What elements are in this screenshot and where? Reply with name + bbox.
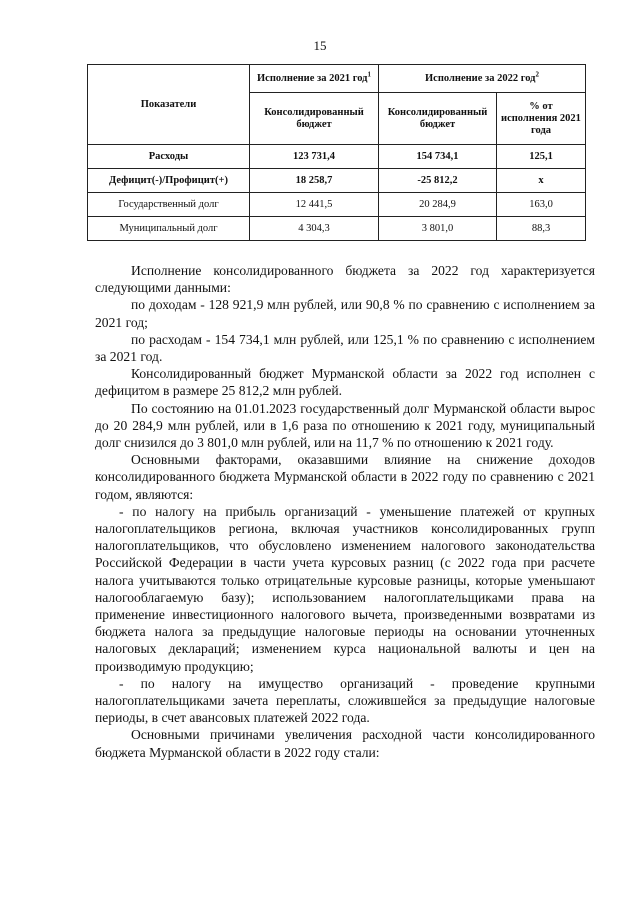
row-label: Муниципальный долг bbox=[88, 217, 250, 241]
cell-2021: 18 258,7 bbox=[250, 169, 379, 193]
cell-percent: 125,1 bbox=[497, 145, 586, 169]
table-row bbox=[88, 217, 586, 241]
header-2022: Исполнение за 2022 год$^2$ bbox=[379, 65, 586, 93]
cell-percent: х bbox=[497, 169, 586, 193]
paragraph: по расходам - 154 734,1 млн рублей, или 125,1 % по сравнению с исполнением за 2021 год. bbox=[95, 331, 595, 365]
cell-percent: 163,0 bbox=[497, 193, 586, 217]
table-row bbox=[88, 145, 586, 169]
paragraph: Исполнение консолидированного бюджета за 2022 год характеризуется следующими данными: bbox=[95, 263, 595, 296]
subheader-consolidated-2021: Консолидированный бюджет bbox=[250, 93, 379, 145]
cell-percent: 88,3 bbox=[497, 217, 586, 241]
cell-2021: 123 731,4 bbox=[250, 145, 379, 169]
subheader-percent: % от исполнения 2021 года bbox=[497, 93, 586, 145]
list-item: - по налогу на прибыль организаций - уменьшение платежей от крупных налогоплательщиков региона, включая участников консолидированных групп налогоплательщиков, что обусловлено изменением налогового законодательства Российской Федерации в части учета курсовых разниц (с 2022 года при расчете налога учитываются только отрицательные курсовые разницы, которые уменьшают налогооблагаемую базу); использованием налогоплательщиками права на применение инвестиционного налогового вычета, произведенными возвратами из бюджета налога за предыдущие налоговые периоды на основании уточненных налоговых деклараций; изменением курса национальной валюты и цен на производимую продукцию; bbox=[95, 503, 595, 674]
cell-2022: 3 801,0 bbox=[379, 217, 497, 241]
paragraph: По состоянию на 01.01.2023 государственный долг Мурманской области вырос до 20 284,9 млн рублей, или в 1,6 раза по отношению к 2021 году, муниципальный долг снизился до 3 801,0 млн рублей, или на 11,7 % по отношению к 2021 году. bbox=[95, 400, 595, 451]
paragraph: Консолидированный бюджет Мурманской области за 2022 год исполнен с дефицитом в размере 25 812,2 млн рублей. bbox=[95, 366, 595, 399]
paragraph: Основными факторами, оказавшими влияние на снижение доходов консолидированного бюджета Мурманской области в 2022 году по сравнению с 2021 годом, являются: bbox=[95, 452, 595, 502]
table-row bbox=[88, 193, 586, 217]
row-label: Государственный долг bbox=[88, 193, 250, 217]
header-2021: Исполнение за 2021 год$^1$ bbox=[250, 65, 379, 93]
cell-2022: 20 284,9 bbox=[379, 193, 497, 217]
page-number: 15 bbox=[313, 38, 327, 53]
cell-2021: 4 304,3 bbox=[250, 217, 379, 241]
paragraph: по доходам - 128 921,9 млн рублей, или 90,8 % по сравнению с исполнением за 2021 год; bbox=[95, 297, 595, 330]
table-row bbox=[88, 169, 586, 193]
body-text bbox=[95, 262, 595, 761]
header-indicator: Показатели bbox=[88, 65, 250, 145]
subheader-consolidated-2022: Консолидированный бюджет bbox=[379, 93, 497, 145]
paragraph: Основными причинами увеличения расходной части консолидированного бюджета Мурманской области в 2022 году стали: bbox=[95, 727, 595, 760]
list-item: - по налогу на имущество организаций - проведение крупными налогоплательщиками зачета переплаты, сложившейся за предыдущие налоговые периоды, в счет авансовых платежей 2022 года. bbox=[95, 675, 595, 726]
budget-table bbox=[87, 64, 586, 241]
cell-2021: 12 441,5 bbox=[250, 193, 379, 217]
row-label: Дефицит(-)/Профицит(+) bbox=[88, 169, 250, 193]
row-label: Расходы bbox=[88, 145, 250, 169]
cell-2022: -25 812,2 bbox=[379, 169, 497, 193]
cell-2022: 154 734,1 bbox=[379, 145, 497, 169]
